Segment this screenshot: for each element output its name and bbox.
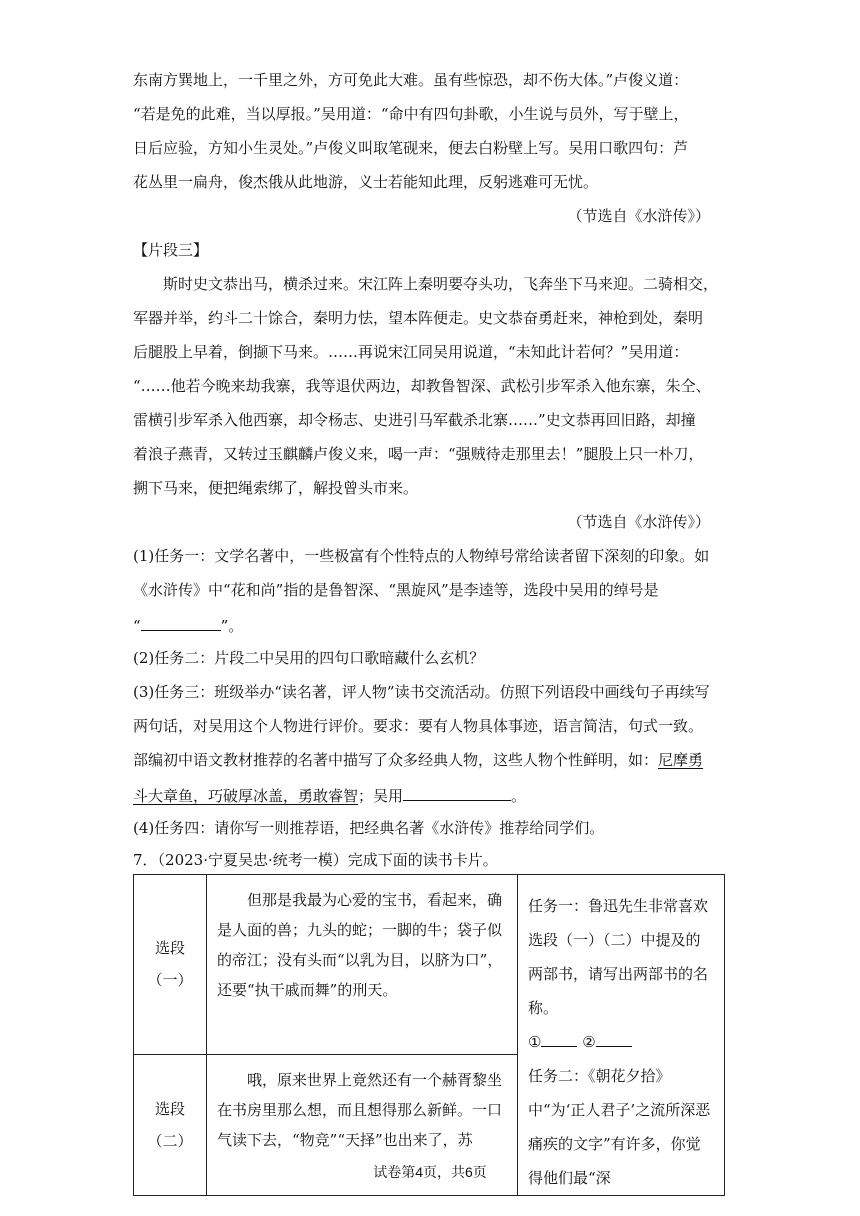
card-task-1: 任务一：鲁迅先生非常喜欢选段（一）（二）中提及的两部书，请写出两部书的名称。 (528, 897, 709, 1017)
task-3-text: 两句话，对吴用这个人物进行评价。要求：要有人物具体事迹，语言简洁，句式一致。 (133, 717, 704, 735)
passage-line: “若是免的此难，当以厚报。”吴用道：“命中有四句卦歌，小生说与员外，写于壁上， (133, 105, 689, 123)
task-4-text: (4)任务四：请你写一则推荐语，把经典名著《水浒传》推荐给同学们。 (133, 819, 605, 837)
passage-line: 军器并举，约斗二十馀合，秦明力怯，望本阵便走。史文恭奋勇赶来，神枪到处，秦明 (133, 309, 704, 327)
passage-line: 后腿股上早着，倒撷下马来。……再说宋江同吴用说道，“未知此计若何？”吴用道： (133, 343, 689, 361)
passage-heading: 【片段三】 (133, 241, 209, 259)
excerpt-text: 哦，原来世界上竟然还有一个赫胥黎坐在书房里那么想，而且想得那么新鲜。一口气读下去，“物竞”“天择”也出来了，苏 (207, 1054, 518, 1195)
task-2-text: (2)任务二：片段二中吴用的四句口歌暗藏什么玄机？ (133, 649, 485, 667)
passage-line: “……他若今晚来劫我寨，我等退伏两边，却教鲁智深、武松引步军杀入他东寨，朱仝、 (133, 377, 711, 395)
excerpt-label: 选段 （一） (134, 875, 207, 1055)
task-3-text: 斗大章鱼，巧破厚冰盖，勇敢睿智；吴用 。 (133, 784, 526, 806)
card-answer-blanks: ① ② (528, 1025, 714, 1059)
task-1-text: (1)任务一：文学名著中，一些极富有个性特点的人物绰号常给读者留下深刻的印象。如 (133, 547, 710, 565)
question-title: 7．（2023·宁夏吴忠·统考一模）完成下面的读书卡片。 (133, 851, 498, 869)
page-footer: 试卷第4页，共6页 (373, 1164, 487, 1180)
passage-line: 东南方巽地上，一千里之外，方可免此大难。虽有些惊恐，却不伤大体。”卢俊义道： (133, 71, 689, 89)
card-task-2: 任务二：《朝花夕拾》中“为‘正人君子’之流所深恶痛疾的文字”有许多，你觉得他们最“深 (528, 1067, 711, 1187)
task-3-text: 部编初中语文教材推荐的名著中描写了众多经典人物，这些人物个性鲜明，如：尼摩勇 (133, 751, 704, 769)
task-cell (518, 875, 725, 1196)
answer-blank[interactable] (596, 1030, 632, 1047)
passage-line: 搠下马来，便把绳索绑了，解投曾头市来。 (133, 479, 419, 497)
task-3-text: (3)任务三：班级举办“读名著，评人物”读书交流活动。仿照下列语段中画线句子再续写 (133, 683, 710, 701)
source-citation: （节选自《水浒传》） (567, 207, 710, 225)
excerpt-label: 选段 （二） (134, 1054, 207, 1195)
passage-line: 着浪子燕青，又转过玉麒麟卢俊义来，喝一声：“强贼待走那里去！”腿股上只一朴刀， (133, 445, 704, 463)
answer-blank[interactable] (403, 784, 511, 801)
passage-line: 雷横引步军杀入他西寨，却令杨志、史进引马军截杀北寨……”史文恭再回旧路，却撞 (133, 411, 696, 429)
task-1-answer-line: “ ”。 (133, 614, 243, 636)
task-1-text: 《水浒传》中“花和尚”指的是鲁智深、“黑旋风”是李逵等，选段中吴用的绰号是 (133, 581, 659, 599)
passage-line: 日后应验，方知小生灵处。”卢俊义叫取笔砚来，便去白粉壁上写。吴用口歌四句：芦 (133, 139, 689, 157)
source-citation: （节选自《水浒传》） (567, 513, 710, 531)
passage-line: 花丛里一扁舟，俊杰俄从此地游，义士若能知此理，反躬逃难可无忧。 (133, 173, 599, 191)
reading-card-table (133, 874, 725, 1196)
excerpt-text: 但那是我最为心爱的宝书，看起来，确是人面的兽；九头的蛇；一脚的牛；袋子似的帝江；没有头而“以乳为目，以脐为口”，还要“执干戚而舞”的刑天。 (207, 875, 518, 1055)
answer-blank[interactable] (141, 614, 221, 631)
underlined-example: 斗大章鱼，巧破厚冰盖，勇敢睿智 (133, 787, 359, 805)
underlined-example: 尼摩勇 (658, 751, 704, 769)
passage-line: 斯时史文恭出马，横杀过来。宋江阵上秦明要夺头功，飞奔坐下马来迎。二骑相交， (163, 275, 719, 293)
answer-blank[interactable] (541, 1030, 577, 1047)
